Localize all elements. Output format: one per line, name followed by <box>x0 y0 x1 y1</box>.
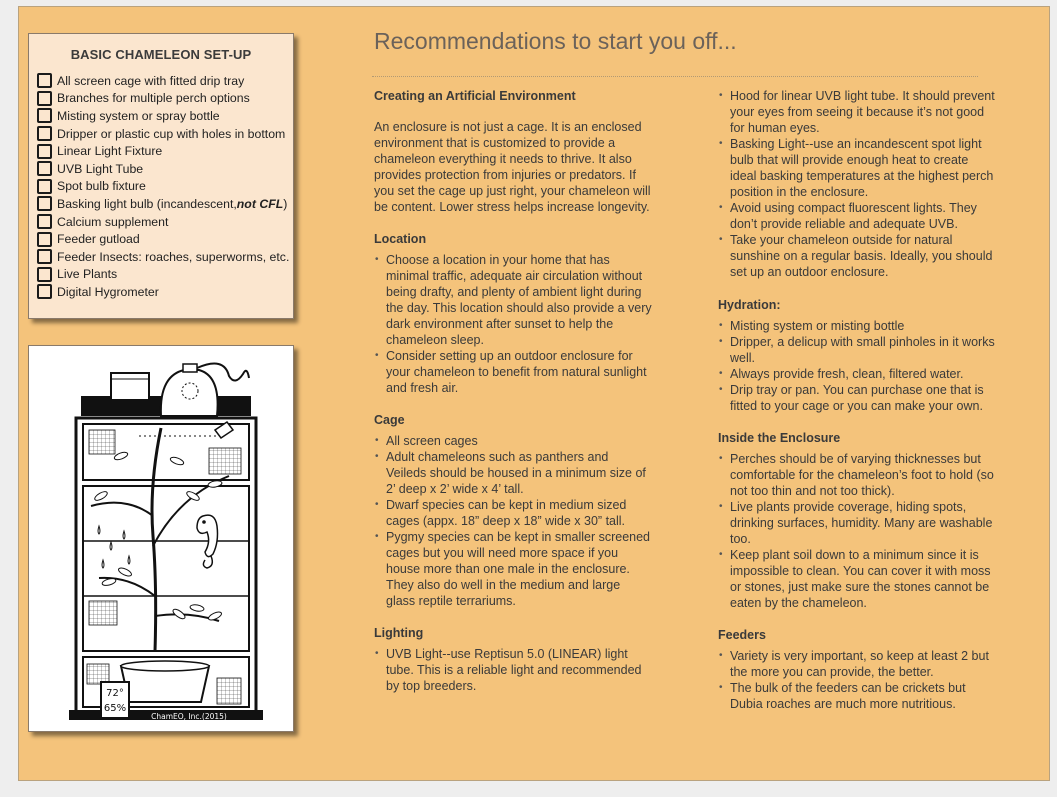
list-item: • Pygmy species can be kept in smaller screened cages but you will need more space if you house more than one male in the enclosure. They also do well in the medium and large glass reptile terrariums. <box>374 529 652 609</box>
checkbox-icon <box>37 179 52 194</box>
checklist-item-label: Feeder gutload <box>57 232 140 247</box>
list-item: • Always provide fresh, clean, filtered water. <box>718 366 996 382</box>
feeders-list <box>718 648 996 712</box>
checklist-item-label: All screen cage with fitted drip tray <box>57 73 245 88</box>
list-item: • Dripper, a delicup with small pinholes in it works well. <box>718 334 996 366</box>
list-item: • Avoid using compact fluorescent lights. They don’t provide reliable and adequate UVB. <box>718 200 996 232</box>
checklist-item-label: Misting system or spray bottle <box>57 108 220 123</box>
list-item: • The bulk of the feeders can be crickets but Dubia roaches are much more nutritious. <box>718 680 996 712</box>
list-item: • Choose a location in your home that has minimal traffic, adequate air circulation without being drafty, and plenty of ambient light during the day. This location should also provide a very dark environment after sunset to help the chameleon sleep. <box>374 252 652 348</box>
lighting-heading: Lighting <box>374 626 424 640</box>
location-heading: Location <box>374 232 427 246</box>
list-item: • Drip tray or pan. You can purchase one that is fitted to your cage or you can make your own. <box>718 382 996 414</box>
page-title: Recommendations to start you off... <box>374 28 737 54</box>
checklist-item <box>37 230 285 248</box>
checklist-item <box>37 178 285 196</box>
checkbox-icon <box>37 161 52 176</box>
checklist-item <box>37 195 288 213</box>
checkbox-icon <box>37 214 52 229</box>
checkbox-icon <box>37 284 52 299</box>
water-cup <box>111 373 149 400</box>
checkbox-icon <box>37 232 52 247</box>
checkbox-icon <box>37 249 52 264</box>
checkbox-icon <box>37 108 52 123</box>
humidity-reading: 65% <box>103 703 127 714</box>
checklist-item <box>37 107 285 125</box>
checklist-item <box>37 283 285 301</box>
feeders-heading: Feeders <box>718 628 766 642</box>
checklist-item-label: Basking light bulb (incandescent, <box>57 196 237 211</box>
hydration-list <box>718 318 996 414</box>
cage-list <box>374 433 652 609</box>
list-item: • All screen cages <box>374 433 652 449</box>
list-item: • Variety is very important, so keep at least 2 but the more you can provide, the better. <box>718 648 996 680</box>
checklist-item-suffix: ) <box>283 196 288 211</box>
checklist-item <box>37 160 285 178</box>
hydration-heading: Hydration: <box>718 298 781 312</box>
checklist-item-label: Spot bulb fixture <box>57 179 146 194</box>
checklist-items <box>37 72 290 301</box>
list-item: • Live plants provide coverage, hiding spots, drinking surfaces, humidity. Many are washable too. <box>718 499 996 547</box>
checkbox-icon <box>37 91 52 106</box>
checklist-item-label: UVB Light Tube <box>57 161 144 176</box>
list-item: • Dwarf species can be kept in medium sized cages (appx. 18” deep x 18” wide x 30” tall. <box>374 497 652 529</box>
checkbox-icon <box>37 126 52 141</box>
env-heading: Creating an Artificial Environment <box>374 89 576 103</box>
checklist-item <box>37 90 285 108</box>
checkbox-icon <box>37 73 52 88</box>
location-list <box>374 252 652 396</box>
checkbox-icon <box>37 196 52 211</box>
checklist-item-label: Calcium supplement <box>57 214 169 229</box>
checklist-item-label: Branches for multiple perch options <box>57 91 250 106</box>
list-item: • Basking Light--use an incandescent spot light bulb that will provide enough heat to create ideal basking temperatures at the highest perch position in the enclosure. <box>718 136 996 200</box>
checklist-item <box>37 266 285 284</box>
list-item: • Take your chameleon outside for natural sunshine on a regular basis. Ideally, you should set up an outdoor enclosure. <box>718 232 996 280</box>
lamp-dome <box>161 370 218 416</box>
checklist-title: BASIC CHAMELEON SET-UP <box>70 47 252 62</box>
setup-checklist <box>28 33 294 319</box>
temperature-reading: 72° <box>106 688 124 699</box>
checklist-item-label: Feeder Insects: roaches, superworms, etc. <box>57 249 290 264</box>
cage-drawing <box>29 346 293 731</box>
checkbox-icon <box>37 144 52 159</box>
checklist-item <box>37 72 285 90</box>
checklist-item <box>37 125 285 143</box>
inside-heading: Inside the Enclosure <box>718 431 841 445</box>
list-item: • Misting system or misting bottle <box>718 318 996 334</box>
cage-heading: Cage <box>374 413 405 427</box>
checklist-item-label: Digital Hygrometer <box>57 284 159 299</box>
illustration-credit: ChamEO, Inc.(2015) <box>151 712 227 721</box>
checklist-item-label: Linear Light Fixture <box>57 144 163 159</box>
list-item: • Hood for linear UVB light tube. It should prevent your eyes from seeing it because it’s not good for human eyes. <box>718 88 996 136</box>
checklist-item <box>37 248 290 266</box>
right-text-column <box>718 82 996 712</box>
checkbox-icon <box>37 267 52 282</box>
list-item: • Perches should be of varying thicknesses but comfortable for the chameleon’s foot to hold (so not too thin and not too thick). <box>718 451 996 499</box>
checklist-item-label: Dripper or plastic cup with holes in bottom <box>57 126 286 141</box>
title-divider <box>372 76 978 77</box>
inside-list <box>718 451 996 611</box>
left-text-column <box>374 82 652 694</box>
lighting-list <box>374 646 652 694</box>
list-item: • Adult chameleons such as panthers and Veileds should be housed in a minimum size of 2’ deep x 2’ wide x 4’ tall. <box>374 449 652 497</box>
cage-illustration <box>28 345 294 732</box>
list-item: • Keep plant soil down to a minimum since it is impossible to clean. You can cover it with moss or stones, just make sure the stones cannot be eaten by the chameleon. <box>718 547 996 611</box>
checklist-item <box>37 213 285 231</box>
checklist-item-label: Live Plants <box>57 267 118 282</box>
lighting-list-continued <box>718 88 996 280</box>
checklist-item-emphasis: not CFL <box>236 196 284 211</box>
list-item: • Consider setting up an outdoor enclosure for your chameleon to benefit from natural sunlight and fresh air. <box>374 348 652 396</box>
list-item: • UVB Light--use Reptisun 5.0 (LINEAR) light tube. This is a reliable light and recommended by top breeders. <box>374 646 652 694</box>
env-paragraph: An enclosure is not just a cage. It is an enclosed environment that is customized to provide a chameleon everything it needs to thrive. It also provides protection from injuries or predators. If you set the cage up just right, your chameleon will be content. Lower stress helps increase longevity. <box>374 120 651 214</box>
checklist-item <box>37 142 285 160</box>
